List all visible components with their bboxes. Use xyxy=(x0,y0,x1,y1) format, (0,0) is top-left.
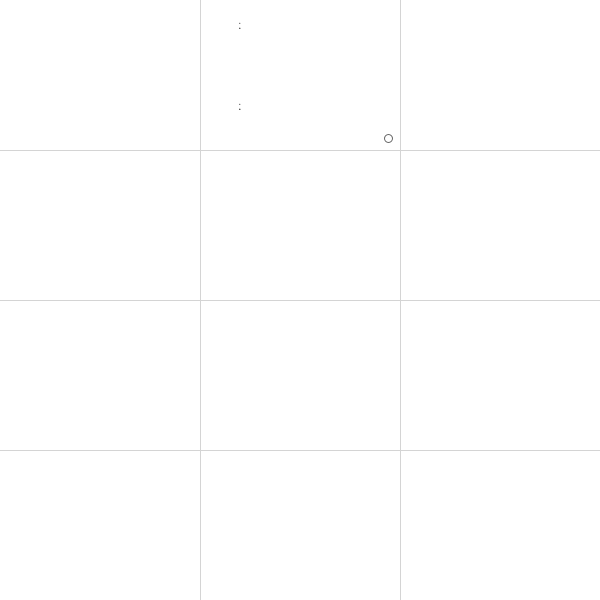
functions-list xyxy=(239,102,389,107)
row-divider xyxy=(0,300,600,301)
page-watch-diagram xyxy=(400,0,600,150)
row-divider xyxy=(0,150,600,151)
package-list xyxy=(239,21,389,26)
page-number xyxy=(384,134,393,143)
page-contents-functions xyxy=(200,0,400,150)
row-divider xyxy=(0,450,600,451)
cover-page xyxy=(0,0,200,150)
